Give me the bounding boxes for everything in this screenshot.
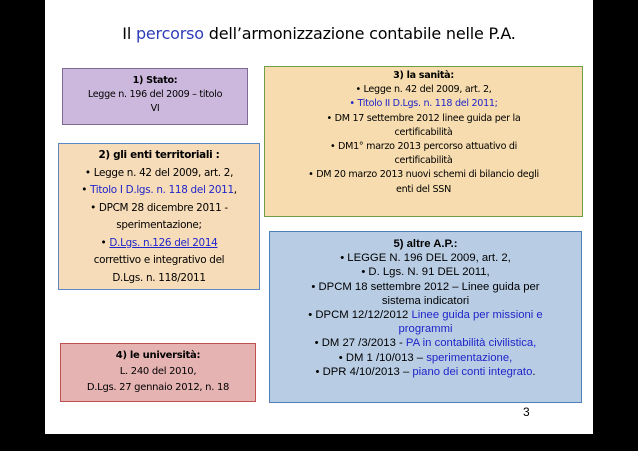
altre-item6-link: sperimentazione, — [426, 351, 513, 364]
sanita-item5a: • DM 20 marzo 2013 nuovi schemi di bilancio degli — [308, 169, 539, 181]
altre-item7-link: piano dei conti integrato — [412, 365, 533, 378]
altre-heading: 5) altre A.P.: — [393, 238, 458, 250]
altre-item3a: • DPCM 18 settembre 2012 – Linee guida per — [311, 280, 540, 293]
altre-item4-link-a: Linee guida per missioni e — [411, 309, 543, 322]
sanita-item4b: certificabilità — [394, 155, 453, 167]
sanita-item3a: • DM 17 settembre 2012 linee guida per la — [326, 112, 521, 124]
box-altre-ap — [269, 231, 582, 403]
territori-item1: • Legge n. 42 del 2009, art. 2, — [84, 166, 234, 179]
stato-line1: Legge n. 196 del 2009 – titolo — [87, 89, 223, 101]
title-highlight: percorso — [135, 24, 204, 43]
altre-item1: • LEGGE N. 196 DEL 2009, art. 2, — [340, 252, 511, 265]
bullet-icon: • — [100, 236, 107, 249]
stato-line2: VI — [150, 103, 160, 115]
territori-item3b: sperimentazione; — [116, 219, 202, 231]
altre-item7-suffix: . — [532, 365, 536, 378]
territori-item2 — [59, 182, 259, 200]
box-stato — [62, 68, 248, 125]
slide — [45, 0, 593, 434]
universita-line1: L. 240 del 2010, — [119, 366, 197, 377]
altre-item3b: sistema indicatori — [381, 294, 470, 307]
altre-item5 — [270, 336, 581, 350]
title-prefix: Il — [122, 24, 132, 43]
altre-item5-prefix: • DM 27 /3/2013 - — [314, 337, 403, 350]
territori-item4c: D.Lgs. n. 118/2011 — [112, 271, 206, 284]
altre-item5-link: PA in contabilità civilistica, — [405, 337, 537, 350]
altre-item7-prefix: • DPR 4/10/2013 – — [315, 365, 410, 378]
altre-item4-link-b: programmi — [398, 323, 453, 336]
territori-item3a: • DPCM 28 dicembre 2011 - — [90, 201, 228, 214]
sanita-item1: • Legge n. 42 del 2009, art. 2, — [355, 84, 492, 96]
slide-title — [45, 24, 593, 43]
altre-item4 — [270, 308, 581, 322]
sanita-item4a: • DM1° marzo 2013 percorso attuativo di — [329, 141, 518, 153]
territori-item4b: correttivo e integrativo del — [93, 254, 225, 266]
altre-item2: • D. Lgs. N. 91 DEL 2011, — [361, 266, 490, 279]
universita-heading: 4) le università: — [115, 350, 201, 361]
page-number: 3 — [523, 405, 530, 419]
altre-item6-prefix: • DM 1 /10/013 – — [338, 351, 424, 364]
sanita-item5b: enti del SSN — [396, 183, 451, 195]
territori-item4 — [59, 235, 259, 253]
sanita-heading: 3) la sanità: — [393, 70, 454, 81]
box-sanita — [264, 66, 583, 217]
altre-item6 — [270, 351, 581, 365]
sanita-item2: • Titolo II D.Lgs. n. 118 del 2011; — [349, 98, 498, 110]
box-universita — [60, 343, 256, 402]
territori-item2-link: Titolo I D.lgs. n. 118 del 2011 — [90, 184, 234, 196]
title-rest: dell’armonizzazione contabile nelle P.A. — [208, 24, 516, 43]
box-enti-territoriali — [58, 143, 260, 290]
territori-item2-suffix: , — [233, 184, 237, 196]
territori-heading: 2) gli enti territoriali : — [98, 149, 220, 161]
territori-item4-link: D.Lgs. n.126 del 2014 — [109, 236, 218, 249]
stato-heading: 1) Stato: — [132, 75, 178, 86]
altre-item7 — [270, 365, 581, 379]
sanita-item3b: certificabilità — [394, 126, 453, 138]
universita-line2: D.Lgs. 27 gennaio 2012, n. 18 — [86, 382, 230, 393]
bullet-icon: • — [81, 184, 88, 196]
altre-item4-prefix: • DPCM 12/12/2012 — [308, 309, 409, 322]
